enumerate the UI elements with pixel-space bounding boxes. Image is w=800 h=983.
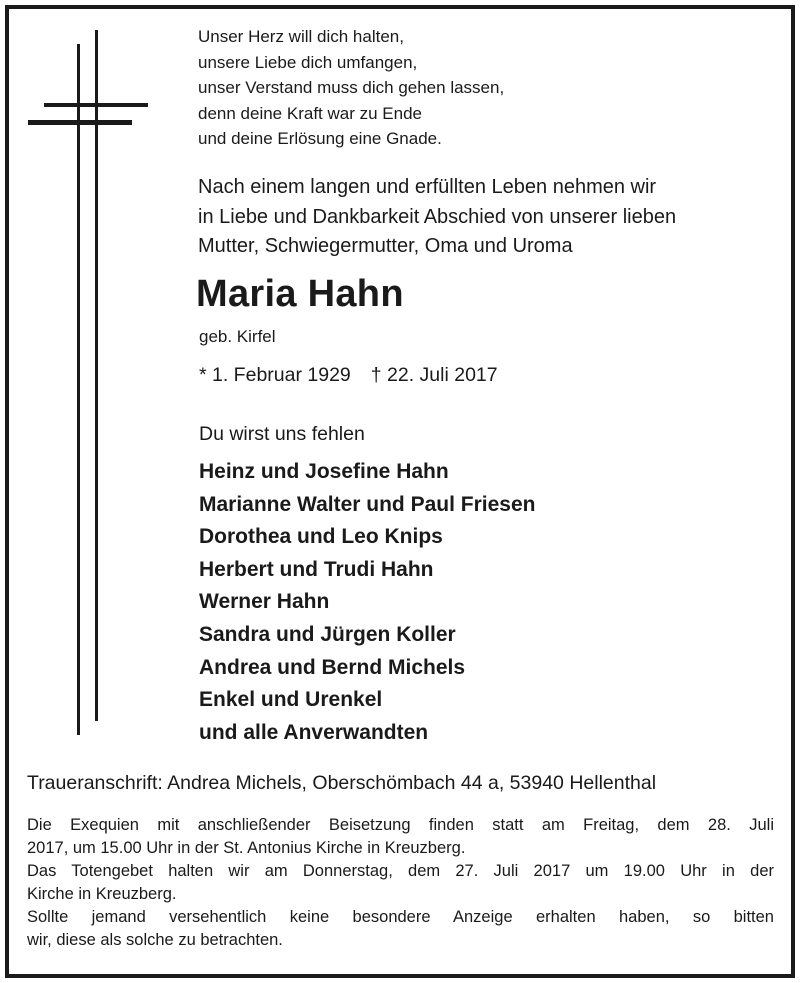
maiden-name: geb. Kirfel xyxy=(199,327,276,346)
exequien-line: Die Exequien mit anschließender Beisetzung finden statt am Freitag, dem 28. Juli xyxy=(27,816,774,834)
intro-line: in Liebe und Dankbarkeit Abschied von unserer lieben xyxy=(198,205,677,228)
cross-vertical-bar-right xyxy=(95,30,98,721)
death-date: † 22. Juli 2017 xyxy=(370,364,498,386)
exequien-line: 2017, um 15.00 Uhr in der St. Antonius Kirche in Kreuzberg. xyxy=(27,839,466,857)
poem-line: unsere Liebe dich umfangen, xyxy=(198,52,418,72)
family-member: Heinz und Josefine Hahn xyxy=(199,460,449,483)
intro-text xyxy=(198,173,676,262)
notice-line: wir, diese als solche zu betrachten. xyxy=(27,931,283,949)
family-member: Dorothea und Leo Knips xyxy=(199,525,443,549)
service-info xyxy=(27,814,774,952)
intro-line: Nach einem langen und erfüllten Leben nehmen wir xyxy=(198,176,657,198)
family-member: Werner Hahn xyxy=(199,590,330,614)
poem-line: Unser Herz will dich halten, xyxy=(198,27,404,46)
family-member: und alle Anverwandten xyxy=(199,720,429,744)
cross-vertical-bar-left xyxy=(77,44,80,735)
family-member: Enkel und Urenkel xyxy=(199,688,383,712)
totengebet-line: Das Totengebet halten wir am Donnerstag, dem 27. Juli 2017 um 19.00 Uhr in der xyxy=(27,862,774,880)
poem xyxy=(198,24,504,152)
family-member: Marianne Walter und Paul Friesen xyxy=(199,492,536,516)
family-member: Sandra und Jürgen Koller xyxy=(199,622,456,646)
intro-line: Mutter, Schwiegermutter, Oma und Uroma xyxy=(198,235,573,257)
deceased-name: Maria Hahn xyxy=(196,273,404,315)
poem-line: denn deine Kraft war zu Ende xyxy=(198,103,422,123)
family-member: Andrea und Bernd Michels xyxy=(199,655,466,679)
mourning-address: Traueranschrift: Andrea Michels, Oberschömbach 44 a, 53940 Hellenthal xyxy=(27,772,657,794)
family-list xyxy=(199,456,535,749)
totengebet-line: Kirche in Kreuzberg. xyxy=(27,885,177,903)
notice-line: Sollte jemand versehentlich keine besondere Anzeige erhalten haben, so bitten xyxy=(27,908,774,926)
poem-line: unser Verstand muss dich gehen lassen, xyxy=(198,78,505,97)
farewell-line: Du wirst uns fehlen xyxy=(199,423,365,445)
cross-horizontal-bar-upper xyxy=(44,103,148,107)
poem-line: und deine Erlösung eine Gnade. xyxy=(198,129,442,148)
life-dates xyxy=(199,362,498,388)
family-member: Herbert und Trudi Hahn xyxy=(199,557,434,581)
cross-horizontal-bar-lower xyxy=(28,120,132,125)
birth-date: * 1. Februar 1929 xyxy=(199,364,351,386)
